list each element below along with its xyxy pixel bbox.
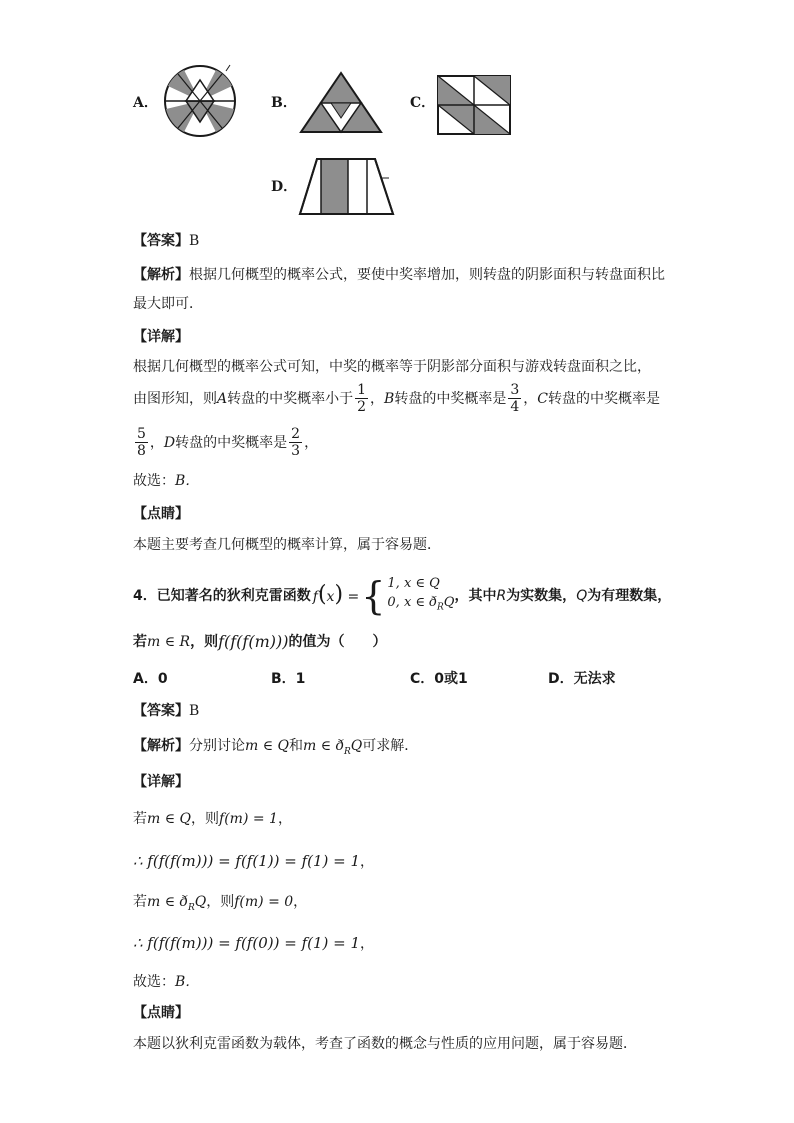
denominator: 2 bbox=[357, 399, 367, 415]
cond: m ∈ ð bbox=[147, 894, 188, 910]
fraction-three-quarters bbox=[508, 382, 521, 415]
func-name: f bbox=[312, 588, 318, 605]
q3-detail-line-1: 根据几何概型的概率公式可知，中奖的概率等于阴影部分面积与游戏转盘面积之比， bbox=[133, 359, 651, 375]
equation: ∴ f(f(f(m))) = f(f(1)) = f(1) = 1 bbox=[133, 852, 361, 870]
var-c: C bbox=[537, 390, 548, 407]
answer-value: B bbox=[189, 233, 200, 249]
text-span: 若 bbox=[133, 811, 147, 827]
text-span: ， bbox=[523, 390, 538, 407]
text-span: 转盘的中奖概率小于 bbox=[227, 390, 354, 407]
option-b-label: B． bbox=[271, 95, 297, 111]
cond-irrational: m ∈ ð bbox=[303, 738, 344, 754]
text-span: ， bbox=[360, 854, 375, 870]
func-var: x bbox=[326, 588, 335, 605]
text-span: 转盘的中奖概率是 bbox=[394, 390, 507, 407]
q3-detail-line-2 bbox=[133, 382, 660, 415]
cond-rational: m ∈ Q bbox=[245, 738, 290, 754]
q4-case-1 bbox=[133, 809, 292, 829]
cond-m: m ∈ R bbox=[147, 634, 191, 650]
option-d-figure bbox=[297, 156, 397, 218]
result: f(m) = 0 bbox=[234, 894, 294, 910]
analysis-tag: 【解析】 bbox=[133, 267, 189, 283]
numerator: 2 bbox=[291, 426, 301, 442]
nested-expr: f(f(f(m))) bbox=[218, 632, 289, 651]
cond-end: Q bbox=[350, 738, 363, 754]
text-span: ，则 bbox=[191, 811, 220, 827]
var-a: A bbox=[217, 390, 228, 407]
q4-case-2 bbox=[133, 892, 307, 918]
q3-comment-tag: 【点睛】 bbox=[133, 506, 189, 522]
q3-detail-line-3 bbox=[133, 426, 318, 459]
cond-sub: R bbox=[344, 746, 351, 757]
denominator: 3 bbox=[291, 443, 301, 459]
var-d: D bbox=[163, 434, 176, 451]
text-span: 转盘的中奖概率是 bbox=[547, 390, 660, 407]
function-def: f(x) = bbox=[312, 581, 360, 607]
cond-end: Q bbox=[194, 894, 207, 910]
q4-detail-tag: 【详解】 bbox=[133, 774, 189, 790]
q4-stem-line-1 bbox=[133, 574, 671, 618]
text-span: ， bbox=[277, 811, 292, 827]
piecewise-cases: { 1, x ∈ Q 0, x ∈ $ð_RQ$ bbox=[361, 573, 455, 618]
result: f(m) = 1 bbox=[219, 811, 278, 827]
q3-detail-tag: 【详解】 bbox=[133, 329, 189, 345]
text-span: ， bbox=[370, 390, 385, 407]
text-span: 为实数集， bbox=[506, 587, 577, 604]
q4-case-1-chain bbox=[133, 851, 374, 872]
text-span: 由图形知，则 bbox=[133, 390, 217, 407]
numerator: 3 bbox=[510, 382, 520, 398]
q3-analysis-line-1 bbox=[133, 265, 665, 285]
text-span: ，则 bbox=[190, 634, 219, 650]
equation: ∴ f(f(f(m))) = f(f(0)) = f(1) = 1 bbox=[133, 934, 361, 952]
case-1: 1, x ∈ Q bbox=[387, 576, 440, 591]
numerator: 5 bbox=[137, 426, 146, 442]
answer-tag: 【答案】 bbox=[133, 233, 189, 249]
text-span: 和 bbox=[289, 738, 304, 754]
case-2-sub: R bbox=[437, 602, 444, 613]
choose-value: B． bbox=[175, 473, 200, 489]
cond-sub: R bbox=[187, 902, 195, 913]
q4-case-2-chain bbox=[133, 933, 374, 954]
q4-option-d: D．无法求 bbox=[548, 671, 616, 687]
numerator: 1 bbox=[357, 382, 367, 398]
answer-tag: 【答案】 bbox=[133, 703, 189, 719]
q3-answer bbox=[133, 231, 199, 251]
choose-label: 故选： bbox=[133, 974, 175, 990]
cond: m ∈ Q bbox=[147, 811, 192, 827]
q4-comment-tag: 【点睛】 bbox=[133, 1005, 189, 1021]
option-c-figure bbox=[436, 74, 512, 136]
q4-stem-line-2 bbox=[133, 632, 386, 652]
case-2: 0, x ∈ ð bbox=[387, 595, 437, 610]
text-span: 可求解． bbox=[362, 738, 419, 754]
option-b-figure bbox=[298, 70, 384, 136]
text-span: 已知著名的狄利克雷函数 bbox=[156, 587, 311, 604]
fraction-five-eighths bbox=[135, 426, 148, 459]
answer-value: B bbox=[189, 703, 200, 719]
text-span: 的值为（ ） bbox=[288, 634, 387, 650]
text-span: 为有理数集， bbox=[587, 587, 672, 604]
text-span: 若 bbox=[133, 894, 147, 910]
analysis-text: 根据几何概型的概率公式，要使中奖率增加，则转盘的阴影面积与转盘面积比 bbox=[189, 267, 665, 283]
choose-value: B． bbox=[175, 974, 200, 990]
q4-choose bbox=[133, 972, 199, 992]
choose-label: 故选： bbox=[133, 473, 175, 489]
q4-comment-text: 本题以狄利克雷函数为载体，考查了函数的概念与性质的应用问题，属于容易题． bbox=[133, 1036, 637, 1052]
text-span: ，其中 bbox=[454, 587, 497, 604]
q4-option-a: A．0 bbox=[133, 671, 168, 687]
text-span: ， bbox=[360, 936, 375, 952]
text-span: 转盘的中奖概率是 bbox=[175, 434, 288, 451]
fraction-two-thirds bbox=[289, 426, 302, 459]
q4-option-b: B．1 bbox=[271, 671, 306, 687]
denominator: 8 bbox=[137, 443, 146, 459]
q4-analysis bbox=[133, 736, 418, 762]
question-number: 4． bbox=[133, 587, 157, 604]
q3-comment-text: 本题主要考查几何概型的概率计算，属于容易题． bbox=[133, 537, 441, 553]
text-span: 分别讨论 bbox=[189, 738, 245, 754]
option-d-label: D． bbox=[271, 179, 298, 195]
denominator: 4 bbox=[510, 399, 520, 415]
text-span: 若 bbox=[133, 634, 147, 650]
text-span: ，则 bbox=[206, 894, 235, 910]
set-q: Q bbox=[576, 587, 588, 604]
analysis-tag: 【解析】 bbox=[133, 738, 189, 754]
q4-answer bbox=[133, 701, 199, 721]
q3-choose bbox=[133, 471, 199, 491]
q4-option-c: C．0或1 bbox=[410, 671, 468, 687]
option-a-figure bbox=[160, 64, 242, 138]
option-a-label: A． bbox=[133, 95, 158, 111]
text-span: ， bbox=[293, 894, 308, 910]
text-span: ， bbox=[304, 434, 319, 451]
fraction-one-half bbox=[355, 382, 368, 415]
var-b: B bbox=[384, 390, 395, 407]
case-2-end: Q bbox=[443, 595, 455, 610]
set-r: R bbox=[496, 587, 507, 604]
text-span: ， bbox=[149, 434, 164, 451]
q3-analysis-line-2: 最大即可． bbox=[133, 296, 203, 312]
option-c-label: C． bbox=[410, 95, 436, 111]
